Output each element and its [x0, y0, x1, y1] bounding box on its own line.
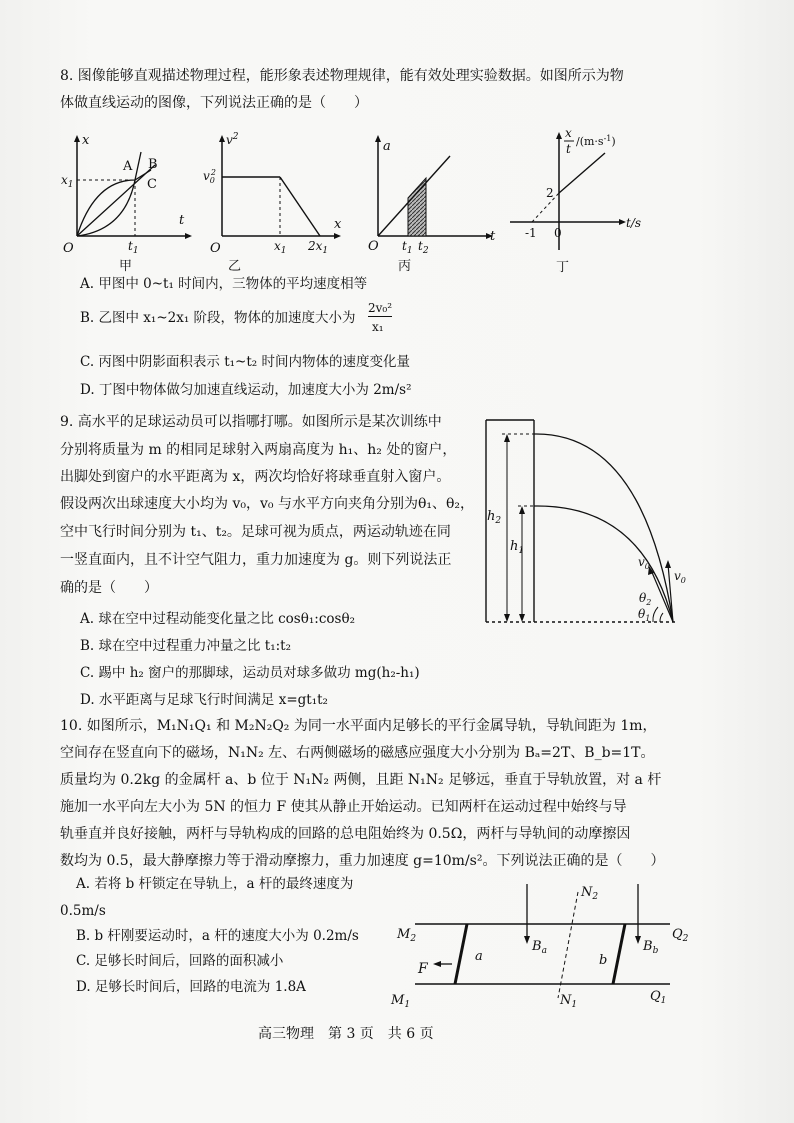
q8-option-c: C. 丙图中阴影面积表示 t₁~t₂ 时间内物体的速度变化量 — [80, 354, 410, 370]
q10-option-d: D. 足够长时间后，回路的电流为 1.8A — [76, 979, 306, 995]
q8-option-b-numerator: 2v₀² — [368, 301, 393, 315]
q9-stem-line3: 出脚处到窗户的水平距离为 x，两次均恰好将球垂直射入窗户。 — [60, 469, 451, 485]
q10-stem-line1: 10. 如图所示，M₁N₁Q₁ 和 M₂N₂Q₂ 为同一水平面内足够长的平行金属导轨，导轨间距为 1m， — [60, 718, 657, 734]
svg-text:x: x — [565, 126, 572, 140]
svg-text:h2: $h_2$ — [487, 509, 502, 526]
svg-text:θ2: $\theta_2$ — [639, 591, 652, 607]
svg-text:a: a — [383, 139, 391, 154]
q8-option-a: A. 甲图中 0~t₁ 时间内，三物体的平均速度相等 — [80, 276, 368, 292]
svg-text:Q2: $Q_2$ — [672, 927, 689, 944]
graph-bing-label: 丙 — [398, 259, 412, 274]
svg-text:2x1: $2x_1$ — [308, 239, 329, 256]
svg-text:2: 2 — [546, 186, 554, 200]
svg-text:b: b — [599, 953, 608, 968]
svg-text:Q1: $Q_1$ — [650, 989, 667, 1006]
svg-text:0: 0 — [554, 226, 562, 240]
svg-text:t/s: t/s — [626, 216, 642, 230]
q8-stem-line2: 体做直线运动的图像，下列说法正确的是（ ） — [60, 95, 368, 111]
svg-text:t: t — [566, 142, 571, 156]
q10-option-b: B. b 杆刚要运动时，a 杆的速度大小为 0.2m/s — [76, 928, 359, 944]
svg-text:v0: $v_0$ — [674, 569, 686, 585]
svg-text:x: x — [334, 217, 342, 232]
svg-text:M2: $M_2$ — [397, 927, 417, 944]
graph-bing — [360, 130, 505, 274]
svg-text:θ1: $\theta_1$ — [638, 607, 651, 623]
svg-text:v02: $v_02$ — [203, 168, 216, 185]
q8-stem-line1: 8. 图像能够直观描述物理过程，能形象表述物理规律，能有效处理实验数据。如图所示为物 — [60, 68, 624, 84]
q9-option-c: C. 踢中 h₂ 窗户的那脚球，运动员对球多做功 mg(h₂-h₁) — [80, 665, 420, 681]
graph-ding — [505, 125, 645, 275]
graph-ding-label: 丁 — [556, 260, 570, 275]
q9-trajectory-figure — [478, 414, 698, 629]
svg-text:v0: $v_0$ — [638, 555, 650, 571]
svg-text:-1: -1 — [525, 226, 537, 240]
page-footer: 高三物理 第 3 页 共 6 页 — [258, 1026, 434, 1042]
graph-jia-label: 甲 — [119, 259, 133, 274]
graph-yi — [200, 130, 350, 274]
q10-stem-line2: 空间存在竖直向下的磁场，N₁N₂ 左、右两侧磁场的磁感应强度大小分别为 Bₐ=2T、B_b=1T。 — [60, 745, 655, 761]
svg-text:v2: $v^2$ — [226, 132, 239, 147]
svg-text:O: O — [63, 241, 74, 256]
q10-rail-figure — [385, 880, 695, 1015]
q9-stem-line6: 一竖直面内，且不计空气阻力，重力加速度为 g。则下列说法正 — [60, 552, 452, 568]
svg-text:A: A — [123, 159, 133, 174]
q10-stem-line4: 施加一水平向左大小为 5N 的恒力 F 使其从静止开始运动。已知两杆在运动过程中始终与导 — [60, 799, 627, 815]
svg-text:M1: $M_1$ — [391, 993, 411, 1010]
svg-text:F: F — [418, 961, 428, 977]
svg-text:Bb: $B_b$ — [643, 939, 659, 956]
svg-text:x: x — [82, 133, 90, 148]
svg-text:N2: $N_2$ — [581, 885, 599, 902]
graph-yi-label: 乙 — [228, 259, 242, 274]
svg-text:C: C — [147, 177, 157, 192]
q10-stem-line5: 轨垂直并良好接触，两杆与导轨构成的回路的总电阻始终为 0.5Ω，两杆与导轨间的动摩擦因 — [60, 826, 631, 842]
svg-text:x1: $x_1$ — [61, 173, 74, 190]
q9-stem-line1: 9. 高水平的足球运动员可以指哪打哪。如图所示是某次训练中 — [60, 414, 442, 430]
svg-text:t: t — [179, 213, 185, 228]
svg-text:/(m·s-1): $/(m\cdot s^{-1})$ — [576, 134, 616, 148]
q8-option-d: D. 丁图中物体做匀加速直线运动，加速度大小为 2m/s² — [80, 382, 412, 398]
svg-text:t1: $t_1$ — [402, 239, 413, 256]
svg-text:t: t — [490, 229, 496, 244]
svg-text:x1: $x_1$ — [274, 239, 287, 256]
q9-option-b: B. 球在空中过程重力冲量之比 t₁:t₂ — [80, 638, 292, 654]
q10-stem-line6: 数均为 0.5，最大静摩擦力等于滑动摩擦力，重力加速度 g=10m/s²。下列说法正确的是（ ） — [60, 853, 665, 869]
svg-text:a: a — [475, 949, 483, 964]
q9-stem-line7: 确的是（ ） — [60, 580, 158, 596]
svg-text:Ba: $B_a$ — [532, 939, 547, 956]
svg-text:O: O — [368, 239, 379, 254]
q8-option-b-denominator: x₁ — [372, 320, 384, 334]
q9-option-d: D. 水平距离与足球飞行时间满足 x=gt₁t₂ — [80, 692, 328, 708]
svg-text:N1: $N_1$ — [560, 993, 578, 1010]
q9-stem-line5: 空中飞行时间分别为 t₁、t₂。足球可视为质点，两运动轨迹在同 — [60, 524, 451, 540]
svg-text:t1: $t_1$ — [128, 239, 139, 256]
svg-text:t2: $t_2$ — [418, 239, 429, 256]
q9-stem-line2: 分别将质量为 m 的相同足球射入两扇高度为 h₁、h₂ 处的窗户， — [60, 442, 457, 458]
q10-option-a-line1: A. 若将 b 杆锁定在导轨上，a 杆的最终速度为 — [76, 876, 354, 892]
graph-jia — [55, 130, 200, 274]
svg-text:B: B — [148, 157, 158, 172]
q10-option-a-line2: 0.5m/s — [60, 903, 106, 919]
q9-stem-line4: 假设两次出球速度大小均为 v₀，v₀ 与水平方向夹角分别为θ₁、θ₂， — [60, 496, 475, 512]
q10-stem-line3: 质量均为 0.2kg 的金属杆 a、b 位于 N₁N₂ 两侧，且距 N₁N₂ 足够远，垂直于导轨放置，对 a 杆 — [60, 772, 662, 788]
q8-option-b: B. 乙图中 x₁~2x₁ 阶段，物体的加速度大小为 — [80, 310, 356, 326]
svg-text:O: O — [210, 241, 221, 256]
svg-text:h1: $h_1$ — [510, 539, 525, 556]
q9-option-a: A. 球在空中过程动能变化量之比 cosθ₁:cosθ₂ — [80, 611, 355, 627]
q10-option-c: C. 足够长时间后，回路的面积减小 — [76, 953, 284, 969]
